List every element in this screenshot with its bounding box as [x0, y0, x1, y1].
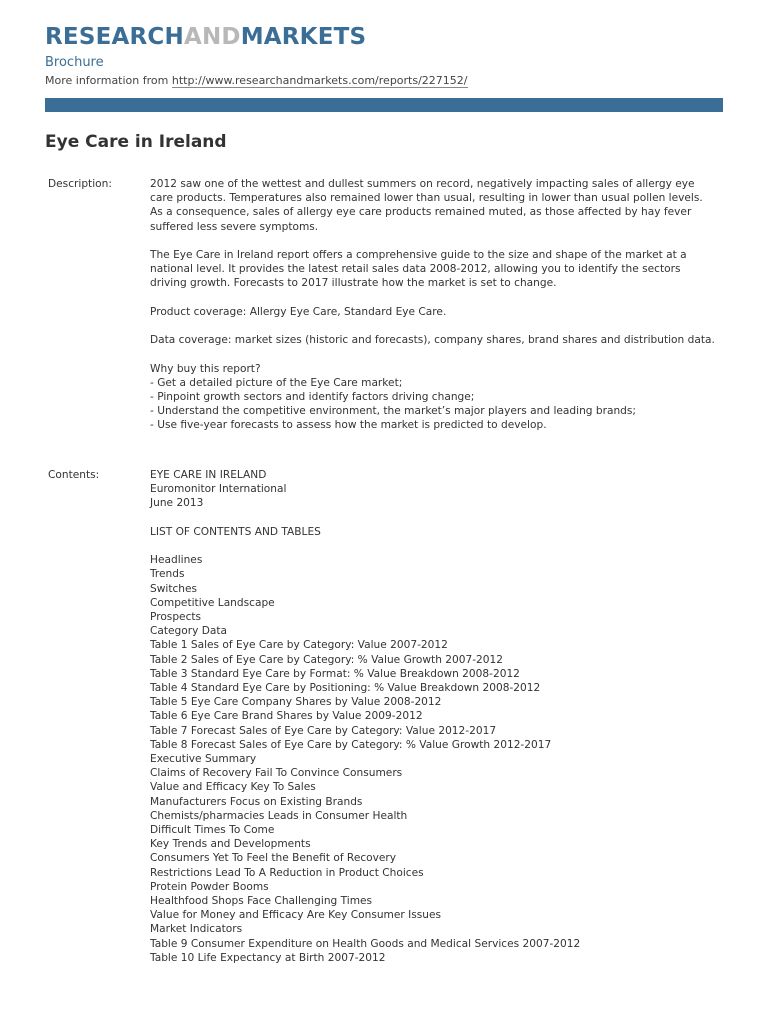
toc-item: Table 7 Forecast Sales of Eye Care by Category: Value 2012-2017 [150, 724, 497, 737]
why-buy-item: - Understand the competitive environment, the market’s major players and leading brands; [150, 405, 636, 418]
publish-date: June 2013 [150, 497, 204, 510]
toc-item: Table 10 Life Expectancy at Birth 2007-2012 [150, 951, 386, 964]
toc-item: Protein Powder Booms [150, 880, 269, 893]
contents-list-heading: LIST OF CONTENTS AND TABLES [150, 525, 321, 538]
header-divider-bar [45, 98, 723, 112]
toc-item: Value for Money and Efficacy Are Key Consumer Issues [150, 909, 442, 922]
description-label: Description: [48, 178, 112, 190]
toc-item: Table 2 Sales of Eye Care by Category: % Value Growth 2007-2012 [150, 653, 504, 666]
toc-item: Competitive Landscape [150, 596, 275, 609]
toc-item: Table 4 Standard Eye Care by Positioning: % Value Breakdown 2008-2012 [150, 682, 541, 695]
toc-item: Switches [150, 582, 198, 595]
toc-item: Table 8 Forecast Sales of Eye Care by Category: % Value Growth 2012-2017 [150, 738, 552, 751]
toc-item: Headlines [150, 554, 203, 567]
toc-item: Category Data [150, 625, 228, 638]
researchandmarkets-logo[interactable] [45, 22, 725, 52]
more-info-prefix: More information from [45, 74, 172, 87]
report-title-caps: EYE CARE IN IRELAND [150, 469, 267, 481]
toc-item: Market Indicators [150, 923, 243, 936]
why-buy-item: - Get a detailed picture of the Eye Care market; [150, 376, 403, 389]
description-section [48, 177, 718, 447]
contents-body [150, 468, 718, 965]
toc-item: Chemists/pharmacies Leads in Consumer Health [150, 809, 408, 822]
contents-list [150, 553, 718, 965]
page-title: Eye Care in Ireland [45, 132, 227, 152]
contents-section [48, 468, 718, 965]
more-info-line [45, 73, 725, 88]
description-paragraph: The Eye Care in Ireland report offers a comprehensive guide to the size and shape of the market at a national level. It provides the latest retail sales data 2008-2012, allowing you to identify the sectors driving growth. Forecasts to 2017 illustrate how the market is set to change. [150, 249, 687, 290]
toc-item: Table 3 Standard Eye Care by Format: % Value Breakdown 2008-2012 [150, 667, 520, 680]
toc-item: Claims of Recovery Fail To Convince Consumers [150, 767, 403, 780]
report-link[interactable]: http://www.researchandmarkets.com/reports/227152/ [171, 74, 468, 87]
why-buy-heading: Why buy this report? [150, 362, 261, 375]
toc-item: Healthfood Shops Face Challenging Times [150, 895, 373, 908]
toc-item: Table 1 Sales of Eye Care by Category: Value 2007-2012 [150, 639, 448, 652]
toc-item: Restrictions Lead To A Reduction in Product Choices [150, 866, 424, 879]
why-buy-item: - Pinpoint growth sectors and identify factors driving change; [150, 390, 475, 403]
toc-item: Value and Efficacy Key To Sales [150, 781, 316, 794]
toc-item: Table 6 Eye Care Brand Shares by Value 2009-2012 [150, 710, 423, 723]
toc-item: Executive Summary [150, 753, 257, 766]
why-buy-list [150, 362, 718, 433]
contents-label: Contents: [48, 469, 100, 481]
logo-markets: MARKETS [240, 24, 367, 50]
toc-item: Table 5 Eye Care Company Shares by Value 2008-2012 [150, 696, 442, 709]
toc-item: Difficult Times To Come [150, 824, 275, 837]
page-header [45, 22, 725, 88]
logo-research: RESEARCH [45, 24, 184, 50]
toc-item: Prospects [150, 611, 202, 623]
logo-and: AND [183, 24, 241, 50]
toc-item: Key Trends and Developments [150, 838, 311, 851]
product-coverage: Product coverage: Allergy Eye Care, Standard Eye Care. [150, 305, 447, 318]
toc-item: Table 9 Consumer Expenditure on Health Goods and Medical Services 2007-2012 [150, 937, 581, 950]
why-buy-item: - Use five-year forecasts to assess how the market is predicted to develop. [150, 419, 547, 432]
contents-intro [150, 468, 718, 511]
toc-item: Manufacturers Focus on Existing Brands [150, 795, 363, 808]
description-body [150, 177, 718, 433]
publisher: Euromonitor International [150, 483, 287, 496]
brochure-label: Brochure [45, 55, 104, 70]
toc-item: Consumers Yet To Feel the Benefit of Recovery [150, 852, 397, 865]
toc-item: Trends [150, 568, 185, 581]
description-paragraph: 2012 saw one of the wettest and dullest summers on record, negatively impacting sales of allergy eye care products. Temperatures also remained lower than usual, resulting in lower than usual pollen levels. As a consequence, sales of allergy eye care products remained muted, as those affected by hay fever suffered less severe symptoms. [150, 178, 703, 233]
data-coverage: Data coverage: market sizes (historic and forecasts), company shares, brand shares and distribution data. [150, 334, 715, 347]
